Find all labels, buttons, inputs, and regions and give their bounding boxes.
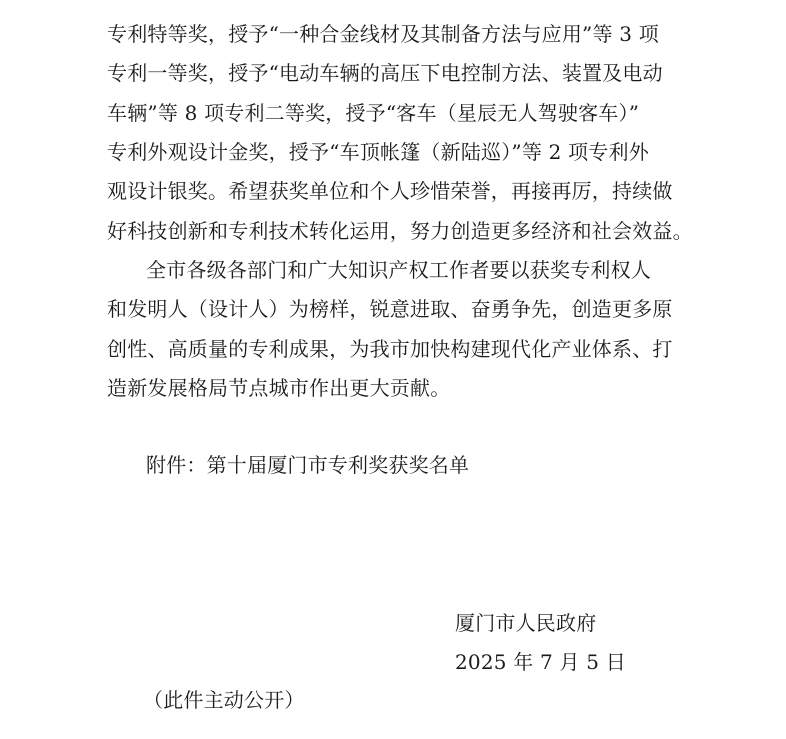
paragraph1-line-2: 专利一等奖，授予“电动车辆的高压下电控制方法、装置及电动	[107, 61, 663, 85]
paragraph1-line-3: 车辆”等 8 项专利二等奖，授予“客车（星辰无人驾驶客车）”	[107, 101, 640, 125]
issue-date: 2025 年 7 月 5 日	[455, 650, 626, 674]
paragraph1-line-4: 专利外观设计金奖，授予“车顶帐篷（新陆巡）”等 2 项专利外	[107, 140, 649, 164]
attachment-line: 附件：第十届厦门市专利奖获奖名单	[146, 453, 470, 477]
paragraph1-line-5: 观设计银奖。希望获奖单位和个人珍惜荣誉，再接再厉，持续做	[107, 179, 673, 203]
paragraph2-line-2: 和发明人（设计人）为榜样，锐意进取、奋勇争先，创造更多原	[107, 297, 673, 321]
paragraph2-line-1: 全市各级各部门和广大知识产权工作者要以获奖专利权人	[146, 258, 651, 282]
issuer-name: 厦门市人民政府	[455, 611, 597, 635]
paragraph2-line-3: 创性、高质量的专利成果，为我市加快构建现代化产业体系、打	[107, 337, 673, 361]
paragraph2-line-4: 造新发展格局节点城市作出更大贡献。	[107, 376, 451, 400]
paragraph1-line-1: 专利特等奖，授予“一种合金线材及其制备方法与应用”等 3 项	[107, 22, 659, 46]
paragraph1-line-6: 好科技创新和专利技术转化运用，努力创造更多经济和社会效益。	[107, 219, 693, 243]
disclosure-note: （此件主动公开）	[143, 688, 305, 712]
